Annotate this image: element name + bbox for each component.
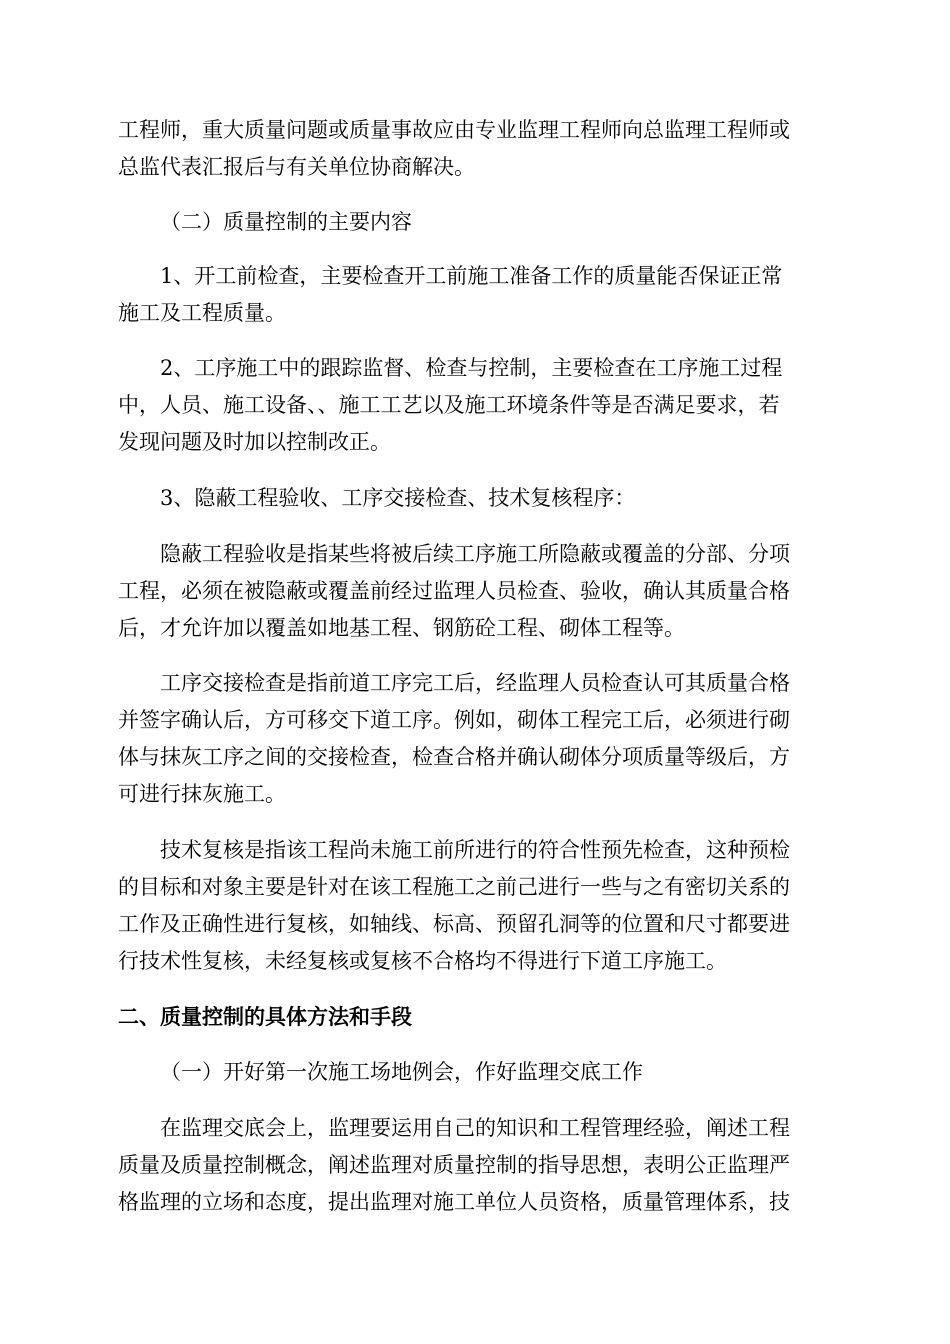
text-line: 体与抹灰工序之间的交接检查，检查合格并确认砌体分项质量等级后，方 [118, 745, 790, 769]
text-line: 3、隐蔽工程验收、工序交接检查、技术复核程序： [160, 486, 636, 510]
text-line: 的目标和对象主要是针对在该工程施工之前己进行一些与之有密切关系的 [118, 875, 790, 899]
text-line: 二、质量控制的具体方法和手段 [118, 1005, 412, 1029]
text-line: 工作及正确性进行复核，如轴线、标高、预留孔洞等的位置和尺寸都要进 [118, 912, 790, 936]
paragraph-handover-check [118, 665, 834, 813]
section-heading-2 [118, 999, 834, 1036]
text-line: 行技术性复核，未经复核或复核不合格均不得进行下道工序施工。 [118, 949, 727, 973]
paragraph-hidden-work [118, 536, 834, 647]
paragraph-item-2 [118, 350, 834, 461]
subheading-first-meeting [118, 1054, 834, 1091]
text-line: 隐蔽工程验收是指某些将被后续工序施工所隐蔽或覆盖的分部、分项 [160, 542, 790, 566]
paragraph-item-3 [118, 480, 834, 517]
paragraph-briefing [118, 1110, 834, 1221]
text-line: 工程，必须在被隐蔽或覆盖前经过监理人员检查、验收，确认其质量合格 [118, 579, 790, 603]
text-line: 格监理的立场和态度，提出监理对施工单位人员资格，质量管理体系，技 [118, 1190, 790, 1214]
text-line: 中，人员、施工设备、、施工工艺以及施工环境条件等是否满足要求，若 [118, 393, 780, 417]
text-line: 工序交接检查是指前道工序完工后，经监理人员检查认可其质量合格 [160, 671, 790, 695]
text-line: 2、工序施工中的跟踪监督、检查与控制，主要检查在工序施工过程 [160, 356, 783, 380]
paragraph-continuation [118, 112, 834, 186]
text-line: 施工及工程质量。 [118, 301, 286, 325]
paragraph-item-1 [118, 258, 834, 332]
text-line: 并签字确认后，方可移交下道工序。例如，砌体工程完工后，必须进行砌 [118, 708, 790, 732]
text-line: 可进行抹灰施工。 [118, 782, 286, 806]
text-line: （二）质量控制的主要内容 [160, 210, 412, 234]
text-line: （一）开好第一次施工场地例会，作好监理交底工作 [160, 1060, 643, 1084]
text-line: 在监理交底会上，监理要运用自己的知识和工程管理经验，阐述工程 [160, 1116, 790, 1140]
paragraph-technical-review [118, 832, 834, 980]
text-line: 1、开工前检查，主要检查开工前施工准备工作的质量能否保证正常 [160, 264, 783, 288]
text-line: 后，才允许加以覆盖如地基工程、钢筋砼工程、砌体工程等。 [118, 616, 685, 640]
text-line: 技术复核是指该工程尚未施工前所进行的符合性预先检查，这种预检 [160, 838, 790, 862]
text-line: 工程师，重大质量问题或质量事故应由专业监理工程师向总监理工程师或 [118, 118, 790, 142]
text-line: 发现问题及时加以控制改正。 [118, 430, 391, 454]
text-line: 质量及质量控制概念，阐述监理对质量控制的指导思想，表明公正监理严 [118, 1153, 790, 1177]
text-line: 总监代表汇报后与有关单位协商解决。 [118, 155, 475, 179]
subheading-quality-content [118, 204, 834, 241]
